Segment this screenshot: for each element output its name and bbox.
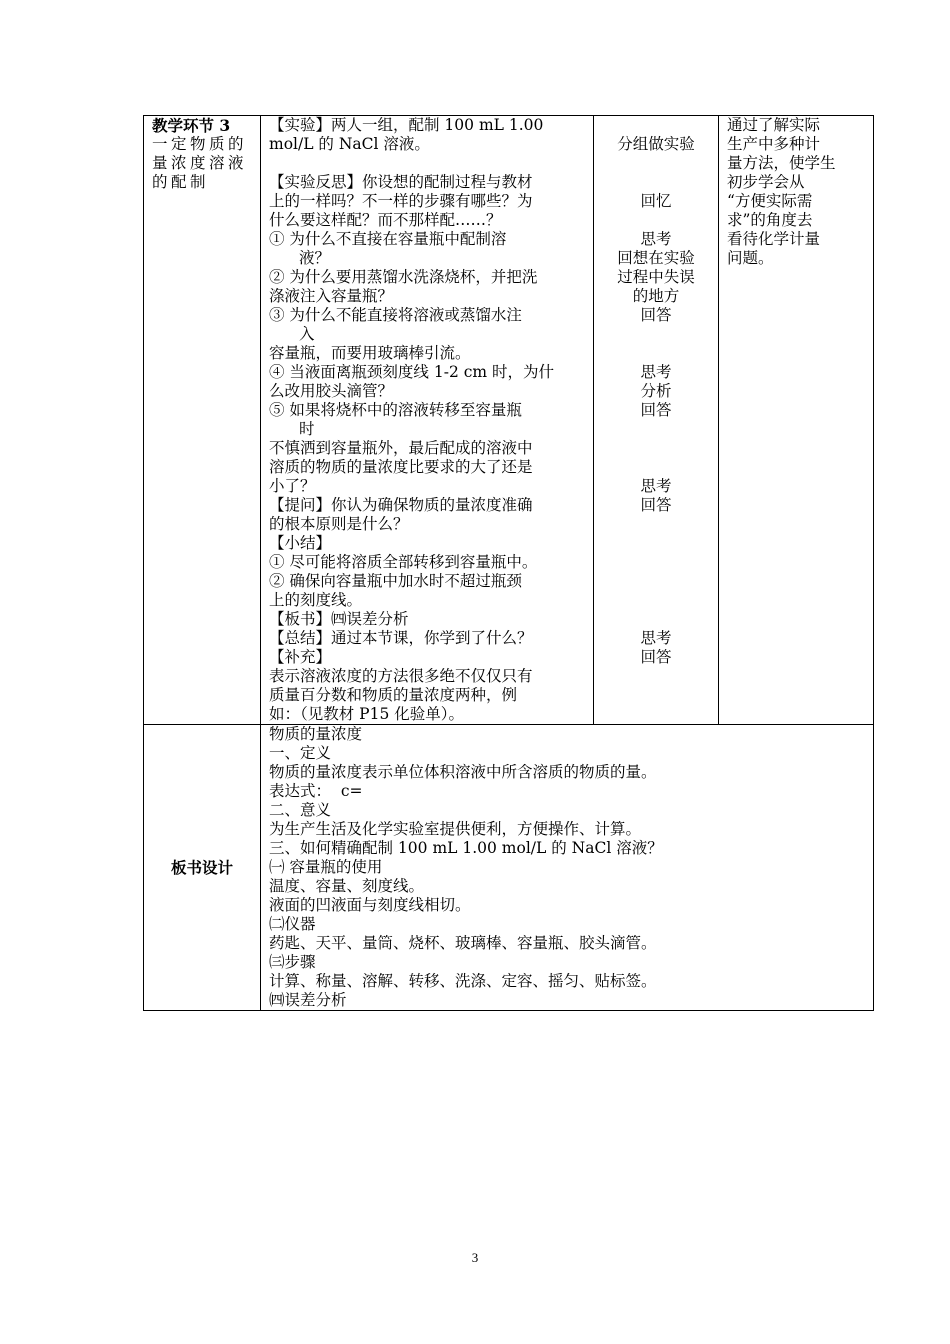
board-design-line: 三、如何精确配制 100 mL 1.00 mol/L 的 NaCl 溶液？	[269, 839, 663, 857]
board-design-line: 计算、称量、溶解、转移、洗涤、定容、摇匀、贴标签。	[269, 972, 657, 990]
design-intent-line: 问题。	[727, 249, 774, 267]
student-activity-line	[602, 344, 710, 363]
teacher-activity-line: 时	[299, 420, 315, 438]
student-activity-line: 回忆	[640, 192, 672, 210]
student-activity-line	[602, 173, 710, 192]
teacher-activity-line: 【实验】两人一组，配制 100 mL 1.00	[269, 116, 544, 134]
student-activity-line	[602, 553, 710, 572]
student-activity-line: 回答	[640, 496, 672, 514]
student-activity-line	[602, 154, 710, 173]
student-activity-line	[602, 116, 710, 135]
teacher-activity-line: 如：（见教材 P15 化验单）。	[269, 705, 465, 723]
design-intent-line: 看待化学计量	[727, 230, 821, 248]
teacher-activity-line: ④ 当液面离瓶颈刻度线 1-2 cm 时，为什	[269, 363, 555, 381]
student-activity-line	[602, 534, 710, 553]
board-design-line: 药匙、天平、量筒、烧杯、玻璃棒、容量瓶、胶头滴管。	[269, 934, 657, 952]
student-activity-line: 回答	[640, 306, 672, 324]
teacher-activity-line: 的根本原则是什么？	[269, 515, 409, 533]
teacher-activity-line: 液？	[299, 249, 331, 267]
teaching-step-label-cell	[144, 116, 261, 725]
board-design-line: 为生产生活及化学实验室提供便利，方便操作、计算。	[269, 820, 642, 838]
teacher-activity-line: 么改用胶头滴管？	[269, 382, 394, 400]
design-intent-line: 生产中多种计	[727, 135, 821, 153]
teacher-activity-line: 容量瓶，而要用玻璃棒引流。	[269, 344, 471, 362]
student-activity-line	[602, 572, 710, 591]
teacher-activity-line: ① 尽可能将溶质全部转移到容量瓶中。	[269, 553, 538, 571]
design-intent-line: 求”的角度去	[727, 211, 813, 229]
teacher-activity-line: 【总结】通过本节课，你学到了什么？	[269, 629, 533, 647]
teacher-activity-cell	[261, 116, 594, 725]
student-activity-line: 回答	[640, 401, 672, 419]
teacher-activity-line: 表示溶液浓度的方法很多绝不仅仅只有	[269, 667, 533, 685]
lesson-plan-table	[143, 115, 874, 1011]
teaching-step-row	[144, 116, 874, 725]
design-intent-line: 通过了解实际	[727, 116, 821, 134]
student-activity-line: 回答	[640, 648, 672, 666]
student-activity-line	[602, 325, 710, 344]
board-design-line: 物质的量浓度	[269, 725, 363, 743]
board-design-line: ㈢步骤	[269, 953, 316, 971]
student-activity-line	[602, 515, 710, 534]
teacher-activity-line: 【补充】	[269, 648, 332, 666]
teaching-step-subtitle: 一定物质的量浓度溶液的配制	[152, 135, 248, 191]
teacher-activity-line: ③ 为什么不能直接将溶液或蒸馏水注	[269, 306, 522, 324]
student-activity-line: 回想在实验	[617, 249, 695, 267]
board-design-label: 板书设计	[170, 857, 233, 877]
board-design-label-cell	[144, 725, 261, 1011]
student-activity-cell	[594, 116, 719, 725]
board-design-line: ㈣误差分析	[269, 991, 347, 1009]
teacher-activity-line	[269, 154, 585, 173]
board-design-line: ㈡仪器	[269, 915, 316, 933]
student-activity-line	[602, 610, 710, 629]
teacher-activity-line: ⑤ 如果将烧杯中的溶液转移至容量瓶	[269, 401, 522, 419]
student-activity-line: 思考	[640, 629, 672, 647]
teacher-activity-line: ② 确保向容量瓶中加水时不超过瓶颈	[269, 572, 522, 590]
teacher-activity-line: 小了？	[269, 477, 316, 495]
student-activity-line: 分析	[640, 382, 672, 400]
student-activity-line	[602, 458, 710, 477]
board-design-line: 温度、容量、刻度线。	[269, 877, 425, 895]
board-design-line: ㈠ 容量瓶的使用	[269, 858, 383, 876]
teacher-activity-line: 什么要这样配？而不那样配……？	[269, 211, 502, 229]
design-intent-line: 初步学会从	[727, 173, 805, 191]
design-intent-line: 量方法，使学生	[727, 154, 836, 172]
teaching-step-title: 教学环节 3	[152, 116, 231, 135]
teacher-activity-line: 【板书】㈣误差分析	[269, 610, 409, 628]
board-design-content-cell	[261, 725, 874, 1011]
teacher-activity-line: 溶质的物质的量浓度比要求的大了还是	[269, 458, 533, 476]
teacher-activity-line: 上的刻度线。	[269, 591, 363, 609]
teacher-activity-line: 不慎洒到容量瓶外，最后配成的溶液中	[269, 439, 533, 457]
board-design-line: 液面的凹液面与刻度线相切。	[269, 896, 471, 914]
student-activity-line	[602, 420, 710, 439]
board-design-line: 一、定义	[269, 744, 332, 762]
student-activity-line: 思考	[640, 230, 672, 248]
teacher-activity-line: 【提问】你认为确保物质的量浓度准确	[269, 496, 533, 514]
board-design-row	[144, 725, 874, 1011]
student-activity-line: 分组做实验	[617, 135, 695, 153]
student-activity-line: 思考	[640, 477, 672, 495]
design-intent-cell	[719, 116, 874, 725]
student-activity-line	[602, 591, 710, 610]
teacher-activity-line: ② 为什么要用蒸馏水洗涤烧杯，并把洗	[269, 268, 538, 286]
teacher-activity-line: 【实验反思】你设想的配制过程与教材	[269, 173, 533, 191]
page-number: 3	[471, 1250, 479, 1265]
teacher-activity-line: 入	[299, 325, 315, 343]
student-activity-line: 思考	[640, 363, 672, 381]
board-design-line: 表达式： c=	[269, 782, 363, 800]
teacher-activity-line: 涤液注入容量瓶？	[269, 287, 394, 305]
student-activity-line: 过程中失误	[617, 268, 695, 286]
student-activity-line	[602, 439, 710, 458]
student-activity-line	[602, 211, 710, 230]
board-design-line: 二、意义	[269, 801, 332, 819]
teacher-activity-line: mol/L 的 NaCl 溶液。	[269, 135, 430, 153]
teacher-activity-line: 质量百分数和物质的量浓度两种，例	[269, 686, 518, 704]
teacher-activity-line: ① 为什么不直接在容量瓶中配制溶	[269, 230, 507, 248]
teacher-activity-line: 【小结】	[269, 534, 332, 552]
board-design-line: 物质的量浓度表示单位体积溶液中所含溶质的物质的量。	[269, 763, 657, 781]
design-intent-line: “方便实际需	[727, 192, 813, 210]
student-activity-line: 的地方	[632, 287, 680, 305]
teacher-activity-line: 上的一样吗？不一样的步骤有哪些？为	[269, 192, 533, 210]
